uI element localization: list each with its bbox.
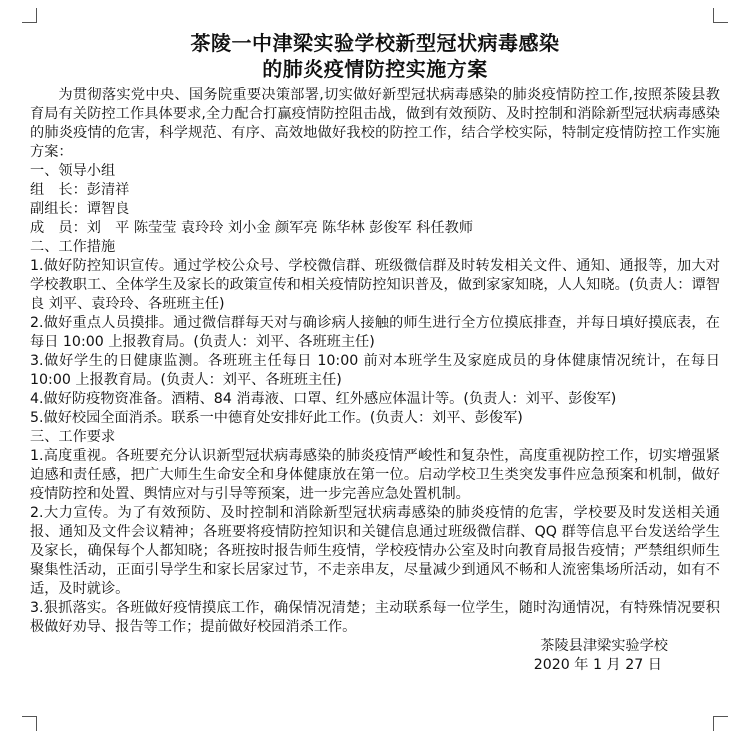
requirement-item: 1.高度重视。各班要充分认识新型冠状病毒感染的肺炎疫情严峻性和复杂性，高度重视防控工作，切实增强紧迫感和责任感，把广大师生生命安全和身体健康放在第一位。启动学校卫生类突发事件应急预案和机制，做好疫情防控和处置、舆情应对与引导等预案，进一步完善应急处置机制。 xyxy=(30,448,720,502)
crop-mark-bottom-left xyxy=(22,716,37,731)
intro-paragraph: 为贯彻落实党中央、国务院重要决策部署,切实做好新型冠状病毒感染的肺炎疫情防控工作,按照茶陵县教育局有关防控工作具体要求,全力配合打赢疫情防控阻击战，做到有效预防、及时控制和消除新型冠状病毒感染的肺炎疫情的危害，科学规范、有序、高效地做好我校的防控工作，结合学校实际，特制定疫情防控工作实施方案： xyxy=(30,87,720,160)
section-3-heading: 三、工作要求 xyxy=(30,429,116,445)
crop-mark-top-left xyxy=(22,8,37,23)
document-title-line-1: 茶陵一中津梁实验学校新型冠状病毒感染 xyxy=(190,31,560,55)
measure-item: 2.做好重点人员摸排。通过微信群每天对与确诊病人接触的师生进行全方位摸底排查，并每日填好摸底表，在每日 10:00 上报教育局。(负责人：刘平、各班班主任) xyxy=(30,315,720,350)
school-signature: 茶陵县津梁实验学校 xyxy=(540,638,668,654)
document-page xyxy=(30,30,720,675)
measure-item: 4.做好防疫物资准备。酒精、84 消毒液、口罩、红外感应体温计等。(负责人：刘平、彭俊军) xyxy=(30,391,617,407)
crop-mark-top-right xyxy=(713,8,728,23)
section-1-heading: 一、领导小组 xyxy=(30,163,116,179)
crop-mark-bottom-right xyxy=(713,716,728,731)
document-title-line-2: 的肺炎疫情防控实施方案 xyxy=(262,57,488,81)
document-date: 2020 年 1 月 27 日 xyxy=(533,657,662,673)
requirement-item: 2.大力宣传。为了有效预防、及时控制和消除新型冠状病毒感染的肺炎疫情的危害，学校要及时发送相关通报、通知及文件会议精神；各班要将疫情防控知识和关键信息通过班级微信群、QQ 群等信息平台发送给学生及家长，确保每个人都知晓；各班按时报告师生疫情，学校疫情办公室及时向教育局报告疫情；严禁组织师生聚集性活动，正面引导学生和家长居家过节，不走亲串友，尽量减少到通风不畅和人流密集场所活动，如有不适，及时就诊。 xyxy=(30,505,720,597)
requirement-item: 3.狠抓落实。各班做好疫情摸底工作，确保情况清楚；主动联系每一位学生，随时沟通情况，有特殊情况要积极做好劝导、报告等工作；提前做好校园消杀工作。 xyxy=(30,600,720,635)
deputy-leader-line: 副组长：谭智良 xyxy=(30,201,130,217)
measure-item: 1.做好防控知识宣传。通过学校公众号、学校微信群、班级微信群及时转发相关文件、通知、通报等，加大对学校教职工、全体学生及家长的政策宣传和相关疫情防控知识普及，做到家家知晓，人人知晓。(负责人：谭智良 刘平、袁玲玲、各班班主任) xyxy=(30,258,720,312)
measure-item: 5.做好校园全面消杀。联系一中德育处安排好此工作。(负责人：刘平、彭俊军) xyxy=(30,410,523,426)
leader-line: 组 长：彭清祥 xyxy=(30,182,130,198)
members-line: 成 员：刘 平 陈莹莹 袁玲玲 刘小金 颜军亮 陈华林 彭俊军 科任教师 xyxy=(30,220,474,236)
measure-item: 3.做好学生的日健康监测。各班班主任每日 10:00 前对本班学生及家庭成员的身体健康情况统计，在每日 10:00 上报教育局。(负责人：刘平、各班班主任) xyxy=(30,353,720,388)
section-2-heading: 二、工作措施 xyxy=(30,239,116,255)
document-body xyxy=(30,86,720,675)
